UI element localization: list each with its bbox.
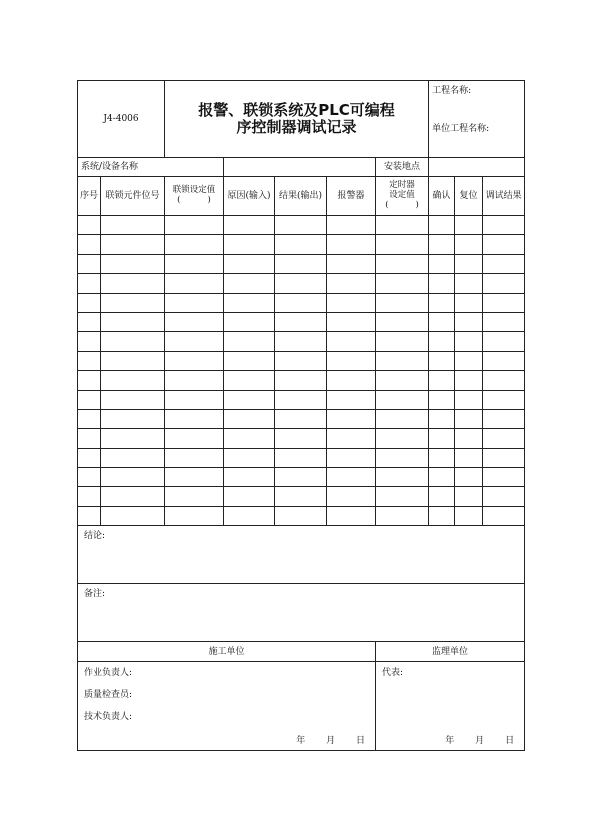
project-name-label[interactable]: 工程名称: [432, 86, 472, 96]
table-row [78, 216, 525, 235]
table-cell[interactable] [327, 468, 376, 487]
title-line-1: 报警、联锁系统及PLC可编程 [198, 101, 395, 119]
table-cell[interactable] [429, 274, 455, 293]
date-year: 年 [445, 735, 455, 746]
table-cell[interactable] [376, 351, 429, 370]
table-row [78, 506, 525, 525]
table-cell[interactable] [275, 235, 327, 254]
table-cell[interactable] [455, 409, 483, 428]
system-device-label: 系统/设备名称 [78, 158, 224, 177]
table-cell[interactable] [455, 371, 483, 390]
table-cell[interactable] [455, 448, 483, 467]
table-cell[interactable] [275, 468, 327, 487]
table-cell[interactable] [327, 312, 376, 331]
col-result-output: 结果(输出) [275, 177, 327, 216]
table-cell[interactable] [224, 487, 275, 506]
table-cell[interactable] [327, 351, 376, 370]
table-cell[interactable] [165, 506, 224, 525]
tech-leader-label: 技术负责人: [84, 712, 133, 723]
table-cell[interactable] [376, 429, 429, 448]
table-cell[interactable] [376, 371, 429, 390]
table-cell[interactable] [224, 216, 275, 235]
table-cell[interactable] [455, 216, 483, 235]
table-cell[interactable] [101, 254, 165, 273]
table-cell[interactable] [78, 448, 101, 467]
table-cell[interactable] [376, 487, 429, 506]
table-cell[interactable] [165, 274, 224, 293]
col-confirm: 确认 [429, 177, 455, 216]
col-timer-setpoint [376, 177, 429, 216]
table-cell[interactable] [165, 468, 224, 487]
table-cell[interactable] [455, 487, 483, 506]
table-cell[interactable] [78, 216, 101, 235]
data-rows [78, 216, 525, 526]
table-cell[interactable] [78, 312, 101, 331]
table-row [78, 429, 525, 448]
col-alarm: 报警器 [327, 177, 376, 216]
table-cell[interactable] [483, 254, 525, 273]
table-cell[interactable] [483, 312, 525, 331]
table-cell[interactable] [455, 254, 483, 273]
table-cell[interactable] [101, 506, 165, 525]
table-cell[interactable] [376, 332, 429, 351]
table-cell[interactable] [224, 429, 275, 448]
table-cell[interactable] [78, 506, 101, 525]
conclusion-label: 结论: [84, 531, 106, 542]
table-row [78, 487, 525, 506]
install-location-field[interactable] [429, 158, 525, 177]
unit-project-label[interactable]: 单位工程名称: [432, 124, 490, 134]
table-cell[interactable] [483, 487, 525, 506]
install-location-label: 安装地点 [376, 158, 429, 177]
table-row [78, 312, 525, 331]
table-row [78, 409, 525, 428]
table-cell[interactable] [275, 487, 327, 506]
quality-inspector-label: 质量检查员: [84, 690, 133, 701]
table-cell[interactable] [275, 274, 327, 293]
table-cell[interactable] [483, 332, 525, 351]
table-cell[interactable] [78, 235, 101, 254]
table-cell[interactable] [455, 312, 483, 331]
table-cell[interactable] [429, 371, 455, 390]
table-cell[interactable] [327, 332, 376, 351]
table-cell[interactable] [78, 487, 101, 506]
table-cell[interactable] [101, 293, 165, 312]
table-cell[interactable] [224, 468, 275, 487]
table-cell[interactable] [224, 448, 275, 467]
table-cell[interactable] [455, 235, 483, 254]
representative-label: 代表: [382, 668, 404, 679]
table-cell[interactable] [455, 332, 483, 351]
date-day: 日 [505, 735, 515, 746]
table-cell[interactable] [376, 312, 429, 331]
table-cell[interactable] [429, 409, 455, 428]
date-month: 月 [326, 735, 336, 746]
table-cell[interactable] [101, 390, 165, 409]
col-timer-line-3: ( ) [385, 199, 419, 210]
table-cell[interactable] [78, 371, 101, 390]
table-cell[interactable] [429, 506, 455, 525]
conclusion-field[interactable] [78, 526, 525, 584]
table-cell[interactable] [483, 468, 525, 487]
table-cell[interactable] [376, 235, 429, 254]
table-cell[interactable] [78, 332, 101, 351]
table-cell[interactable] [429, 312, 455, 331]
table-cell[interactable] [376, 293, 429, 312]
table-cell[interactable] [275, 390, 327, 409]
table-cell[interactable] [165, 312, 224, 331]
table-cell[interactable] [78, 351, 101, 370]
date-year: 年 [296, 735, 306, 746]
table-cell[interactable] [224, 235, 275, 254]
table-cell[interactable] [429, 448, 455, 467]
table-cell[interactable] [224, 332, 275, 351]
table-cell[interactable] [376, 468, 429, 487]
table-row [78, 371, 525, 390]
col-cause-input: 原因(输入) [224, 177, 275, 216]
table-cell[interactable] [165, 390, 224, 409]
table-row [78, 235, 525, 254]
table-cell[interactable] [78, 390, 101, 409]
table-cell[interactable] [327, 216, 376, 235]
table-cell[interactable] [429, 351, 455, 370]
table-cell[interactable] [376, 506, 429, 525]
table-cell[interactable] [327, 506, 376, 525]
table-cell[interactable] [483, 448, 525, 467]
table-cell[interactable] [327, 448, 376, 467]
table-row [78, 390, 525, 409]
table-cell[interactable] [101, 371, 165, 390]
table-cell[interactable] [376, 254, 429, 273]
table-cell[interactable] [224, 312, 275, 331]
table-cell[interactable] [327, 274, 376, 293]
table-cell[interactable] [327, 409, 376, 428]
table-cell[interactable] [455, 390, 483, 409]
table-cell[interactable] [376, 216, 429, 235]
construction-unit-label: 施工单位 [78, 642, 376, 662]
table-cell[interactable] [165, 332, 224, 351]
table-cell[interactable] [376, 409, 429, 428]
column-header-row [78, 177, 525, 216]
table-row [78, 468, 525, 487]
table-cell[interactable] [483, 429, 525, 448]
col-timer-line-2: 设定值 [389, 190, 415, 201]
table-cell[interactable] [275, 429, 327, 448]
table-cell[interactable] [224, 293, 275, 312]
table-cell[interactable] [483, 351, 525, 370]
table-row [78, 351, 525, 370]
table-cell[interactable] [101, 468, 165, 487]
table-cell[interactable] [101, 235, 165, 254]
table-cell[interactable] [165, 216, 224, 235]
debug-record-form [77, 80, 524, 751]
table-cell[interactable] [101, 448, 165, 467]
table-cell[interactable] [376, 390, 429, 409]
table-cell[interactable] [78, 429, 101, 448]
table-cell[interactable] [165, 254, 224, 273]
table-cell[interactable] [165, 409, 224, 428]
col-interlock-element: 联锁元件位号 [101, 177, 165, 216]
table-cell[interactable] [224, 351, 275, 370]
table-cell[interactable] [429, 332, 455, 351]
table-cell[interactable] [275, 448, 327, 467]
table-cell[interactable] [78, 409, 101, 428]
table-cell[interactable] [327, 254, 376, 273]
table-cell[interactable] [165, 293, 224, 312]
table-cell[interactable] [165, 371, 224, 390]
construction-date[interactable] [286, 736, 365, 746]
table-cell[interactable] [483, 506, 525, 525]
table-cell[interactable] [101, 274, 165, 293]
construction-signatures[interactable] [78, 662, 376, 751]
table-row [78, 332, 525, 351]
table-cell[interactable] [483, 390, 525, 409]
col-timer-line-1: 定时器 [389, 180, 415, 191]
supervision-signatures[interactable] [376, 662, 525, 751]
table-cell[interactable] [429, 216, 455, 235]
table-cell[interactable] [275, 312, 327, 331]
table-cell[interactable] [224, 409, 275, 428]
table-cell[interactable] [483, 274, 525, 293]
table-cell[interactable] [224, 274, 275, 293]
table-cell[interactable] [327, 293, 376, 312]
table-cell[interactable] [483, 235, 525, 254]
col-seq: 序号 [78, 177, 101, 216]
table-cell[interactable] [429, 468, 455, 487]
table-cell[interactable] [165, 487, 224, 506]
table-cell[interactable] [455, 468, 483, 487]
table-cell[interactable] [455, 429, 483, 448]
table-cell[interactable] [224, 371, 275, 390]
system-device-field[interactable] [224, 158, 376, 177]
col-setpoint-line-2: ( ) [177, 195, 211, 205]
table-cell[interactable] [224, 254, 275, 273]
work-leader-label: 作业负责人: [84, 668, 133, 679]
table-cell[interactable] [327, 235, 376, 254]
table-cell[interactable] [327, 390, 376, 409]
table-cell[interactable] [455, 351, 483, 370]
table-cell[interactable] [327, 487, 376, 506]
col-debug-result: 调试结果 [483, 177, 525, 216]
table-cell[interactable] [429, 390, 455, 409]
date-day: 日 [355, 735, 365, 746]
table-cell[interactable] [455, 293, 483, 312]
table-cell[interactable] [101, 487, 165, 506]
table-cell[interactable] [429, 254, 455, 273]
table-row [78, 274, 525, 293]
table-cell[interactable] [327, 429, 376, 448]
table-cell[interactable] [78, 254, 101, 273]
table-cell[interactable] [455, 274, 483, 293]
project-info [429, 81, 525, 158]
table-cell[interactable] [78, 293, 101, 312]
table-cell[interactable] [429, 293, 455, 312]
table-cell[interactable] [275, 371, 327, 390]
table-cell[interactable] [101, 312, 165, 331]
form-title [165, 81, 429, 158]
table-cell[interactable] [101, 332, 165, 351]
title-line-2: 序控制器调试记录 [236, 118, 357, 136]
table-cell[interactable] [165, 429, 224, 448]
form-code: J4-4006 [78, 81, 165, 158]
table-cell[interactable] [165, 448, 224, 467]
table-cell[interactable] [327, 371, 376, 390]
col-reset: 复位 [455, 177, 483, 216]
table-cell[interactable] [275, 409, 327, 428]
table-cell[interactable] [376, 274, 429, 293]
table-cell[interactable] [224, 506, 275, 525]
table-cell[interactable] [165, 351, 224, 370]
table-cell[interactable] [483, 371, 525, 390]
supervision-unit-label: 监理单位 [376, 642, 525, 662]
table-cell[interactable] [78, 468, 101, 487]
table-cell[interactable] [483, 409, 525, 428]
table-cell[interactable] [275, 332, 327, 351]
table-cell[interactable] [483, 216, 525, 235]
date-month: 月 [475, 735, 485, 746]
table-cell[interactable] [275, 351, 327, 370]
table-cell[interactable] [376, 448, 429, 467]
table-cell[interactable] [275, 293, 327, 312]
table-cell[interactable] [224, 390, 275, 409]
table-cell[interactable] [101, 216, 165, 235]
table-row [78, 254, 525, 273]
remarks-label: 备注: [84, 589, 106, 600]
table-cell[interactable] [165, 235, 224, 254]
table-cell[interactable] [429, 235, 455, 254]
table-cell[interactable] [275, 506, 327, 525]
table-cell[interactable] [275, 216, 327, 235]
table-cell[interactable] [455, 506, 483, 525]
col-interlock-setpoint [165, 177, 224, 216]
form-table [77, 80, 525, 751]
table-row [78, 448, 525, 467]
table-cell[interactable] [429, 487, 455, 506]
table-cell[interactable] [275, 254, 327, 273]
col-setpoint-line-1: 联锁设定值 [172, 185, 216, 196]
table-cell[interactable] [429, 429, 455, 448]
table-cell[interactable] [101, 409, 165, 428]
remarks-field[interactable] [78, 584, 525, 642]
supervision-date[interactable] [435, 736, 514, 746]
table-cell[interactable] [78, 274, 101, 293]
table-row [78, 293, 525, 312]
table-cell[interactable] [483, 293, 525, 312]
table-cell[interactable] [101, 429, 165, 448]
table-cell[interactable] [101, 351, 165, 370]
